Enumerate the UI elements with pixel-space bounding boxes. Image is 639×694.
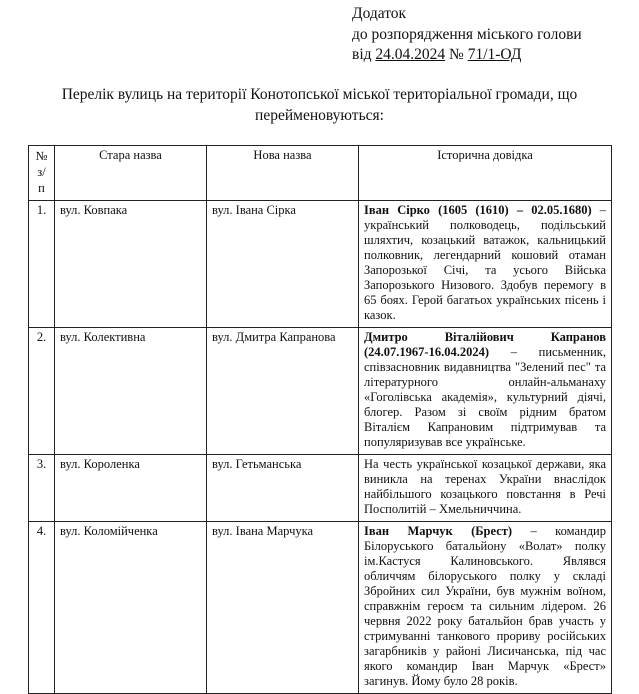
history-text: На честь української козацької держави, яка виникла на теренах України внаслідок найбільшого козацького повстання в Речі Посполитій – Хмельниччина. — [364, 457, 606, 516]
history-note — [359, 522, 612, 694]
addendum-label: Додаток — [352, 5, 407, 22]
header-old-name: Стара назва — [55, 146, 207, 201]
old-street-name: вул. Короленка — [55, 455, 207, 522]
addendum-header — [352, 4, 582, 66]
new-street-name: вул. Івана Марчука — [207, 522, 359, 694]
new-street-name: вул. Дмитра Капранова — [207, 328, 359, 455]
history-text: – український полководець, подільський шляхтич, козацький ватажок, кальницький полковник, легендарний кошовий отаман Запорозької Січі, та усього Війська Запорозького Низового. Здобув перемогу в 65 боях. Герой багатьох українських пісень і казок. — [364, 203, 606, 322]
header-new-name: Нова назва — [207, 146, 359, 201]
old-street-name: вул. Ковпака — [55, 201, 207, 328]
old-street-name: вул. Коломійченка — [55, 522, 207, 694]
history-text: – письменник, співзасновник видавництва "Зелений пес" та літературного онлайн-альманаху «Гоголівська академія», культурний діячі, блогер. Разом зі своїм рідним братом Віталієм Капрановим підтримував та популяризував все українське. — [364, 345, 606, 449]
history-person: Іван Сірко (1605 (1610) – 02.05.1680) — [364, 203, 592, 217]
new-street-name: вул. Гетьманська — [207, 455, 359, 522]
addendum-order-line: до розпорядження міського голови — [352, 25, 582, 43]
date-prefix: від — [352, 46, 376, 63]
new-street-name: вул. Івана Сірка — [207, 201, 359, 328]
table-row — [29, 522, 612, 694]
row-number: 4. — [29, 522, 55, 694]
table-row — [29, 328, 612, 455]
document-title: Перелік вулиць на території Конотопської міської територіальної громади, що перейменовуються: — [61, 86, 578, 124]
number-prefix: № — [445, 46, 468, 63]
addendum-date-line — [352, 45, 582, 66]
table-row — [29, 455, 612, 522]
header-history: Історична довідка — [359, 146, 612, 201]
table-row — [29, 201, 612, 328]
history-person: Іван Марчук (Брест) — [364, 524, 513, 538]
history-text: – командир Білоруського батальйону «Волат» полку ім.Кастуся Калиновського. Являвся обличчям білоруського полку у складі Збройних сил України, був мужнім воїном, справжнім героєм та сильним лідером. 26 червня 2022 року батальйон брав участь у стримуванні танкового прориву російських загарбників у районі Лисичанська, під час якого командир Іван Марчук «Брест» загинув. Йому було 28 років. — [364, 524, 606, 688]
row-number: 1. — [29, 201, 55, 328]
history-note — [359, 201, 612, 328]
order-number: 71/1-ОД — [467, 46, 522, 63]
history-person: Дмитро Віталійович Капранов (24.07.1967-16.04.2024) — [364, 330, 606, 359]
order-date: 24.04.2024 — [375, 46, 446, 63]
history-note — [359, 455, 612, 522]
row-number: 2. — [29, 328, 55, 455]
row-number: 3. — [29, 455, 55, 522]
old-street-name: вул. Колективна — [55, 328, 207, 455]
streets-table — [28, 145, 612, 694]
header-num-line2: з/п — [37, 165, 46, 195]
header-num-line1: № — [35, 149, 48, 163]
table-header-row — [29, 146, 612, 201]
header-num — [29, 146, 55, 201]
history-note — [359, 328, 612, 455]
